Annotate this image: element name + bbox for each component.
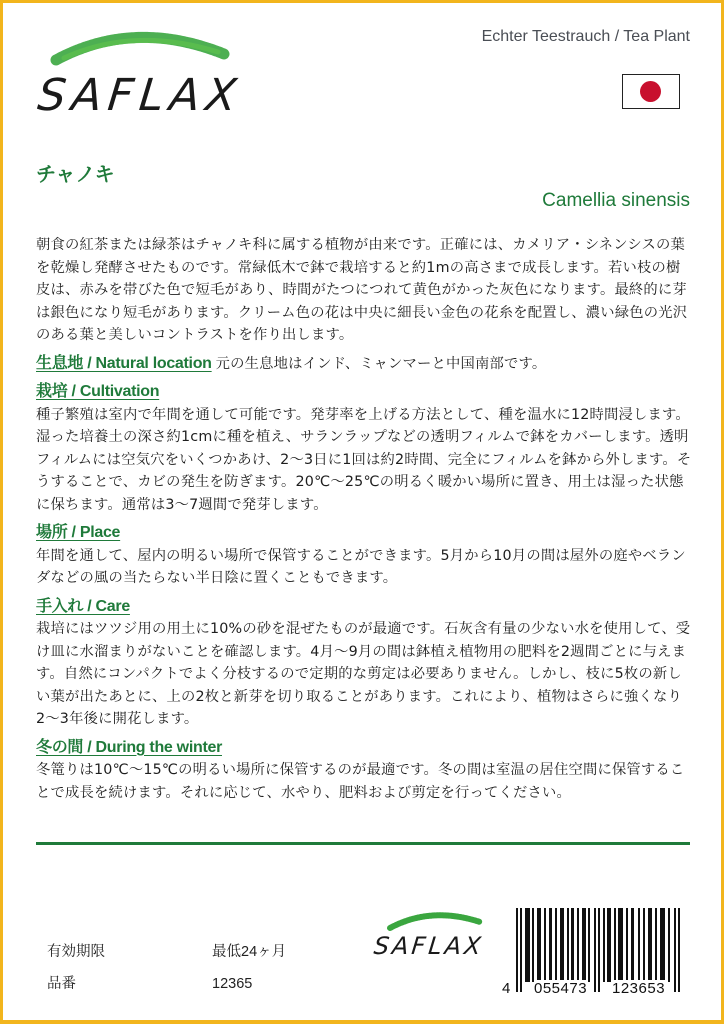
section-text: 種子繁殖は室内で年間を通して可能です。発芽率を上げる方法として、種を温水に12時間浸します。湿った培養土の深さ約1cmに種を植え、サランラップなどの透明フィルムで鉢をカバーします。透明フィルムには空気穴をいくつかあけ、2～3日に1回は約2時間、完全にフィルムを鉢から外します。そうすることで、カビの発生を防ぎます。20℃〜25℃の明るく暖かい場所に置き、用土は湿った状態に保ちます。通常は3～7週間で発芽します。 xyxy=(36,406,692,513)
section-text: 冬篭りは10℃～15℃の明るい場所に保管するのが最適です。冬の間は室温の居住空間に保管することで成長を続けます。それに応じて、水やり、肥料および剪定を行ってください。 xyxy=(36,762,685,801)
info-value: 最低24ヶ月 xyxy=(212,944,287,960)
section-winter xyxy=(36,737,692,805)
section-heading: 手入れ / Care xyxy=(36,597,130,615)
section-place xyxy=(36,522,692,590)
section-heading: 冬の間 / During the winter xyxy=(36,738,222,756)
section-heading: 場所 / Place xyxy=(36,524,121,541)
info-label: 品番 xyxy=(47,976,76,992)
info-row-item-number xyxy=(47,968,286,1000)
barcode-right-group: 123653 xyxy=(612,980,666,997)
flag-sun xyxy=(640,81,661,102)
section-text: 年間を通して、屋内の明るい場所で保管することができます。5月から10月の間は屋外の庭やベランダなどの風の当たらない半日陰に置くこともできます。 xyxy=(36,547,686,586)
barcode-lead-digit: 4 xyxy=(502,980,511,997)
description-body xyxy=(36,234,692,804)
divider-line xyxy=(36,842,690,845)
section-heading: 生息地 / Natural location xyxy=(36,354,212,372)
section-heading: 栽培 / Cultivation xyxy=(36,383,160,400)
info-value: 12365 xyxy=(212,976,253,992)
japan-flag-icon xyxy=(622,74,680,109)
brand-wordmark: SAFLAX xyxy=(35,70,245,121)
brand-wordmark-small: SAFLAX xyxy=(372,932,486,960)
intro-paragraph: 朝食の紅茶または緑茶はチャノキ科に属する植物が由来です。正確には、カメリア・シネンシスの葉を乾燥し発酵させたものです。常緑低木で鉢で栽培すると約1mの高さまで成長します。若い枝の樹皮は、赤みを帯びた色で短毛があり、時間がたつにつれて黄色がかった灰色になります。最終的に芽は銀色になり短毛があります。クリーム色の花は中央に細長い金色の花糸を配置し、濃い緑色の光沢のある葉と美しいコントラストを作り出します。 xyxy=(36,237,688,343)
section-text: 栽培にはツツジ用の用土に10%の砂を混ぜたものが最適です。石灰含有量の少ない水を使用して、受け皿に水溜まりがないことを確認します。4月～9月の間は鉢植え植物用の肥料を2週間ごとに与えます。自然にコンパクトでよく分枝するので定期的な剪定は必要ありません。しかし、枝に5枚の新しい葉が出たあとに、上の2枚と新芽を切り取ることがあります。これにより、植物はさらに強くなり2〜3年後に開花します。 xyxy=(36,621,691,727)
latin-plant-name: Camellia sinensis xyxy=(542,190,690,211)
section-cultivation xyxy=(36,381,692,516)
barcode xyxy=(502,908,698,998)
product-info xyxy=(47,936,286,1000)
section-care xyxy=(36,596,692,731)
section-natural-location xyxy=(36,353,692,376)
japanese-plant-name: チャノキ xyxy=(36,162,115,186)
info-label: 有効期限 xyxy=(47,944,105,960)
barcode-left-group: 055473 xyxy=(534,980,588,997)
product-title: Echter Teestrauch / Tea Plant xyxy=(481,28,690,45)
section-text: 元の生息地はインド、ミャンマーと中国南部です。 xyxy=(215,355,547,372)
info-row-shelf-life xyxy=(47,936,286,968)
